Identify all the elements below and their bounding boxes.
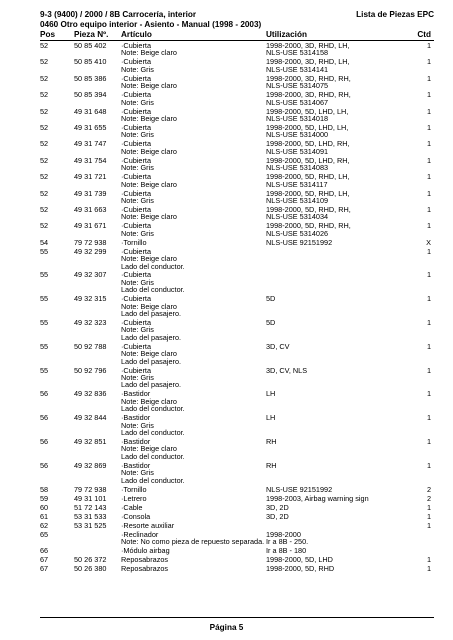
cell-usage: [266, 495, 369, 502]
cell-pos: 52: [40, 139, 49, 149]
cell-article: [121, 190, 154, 205]
cell-part-number: 49 32 836: [74, 389, 107, 399]
cell-article: [121, 438, 185, 460]
table-row: [40, 173, 434, 189]
article-note: Note: Beige claro: [121, 48, 177, 58]
cell-usage: [266, 124, 348, 139]
cell-pos: 52: [40, 204, 49, 214]
usage-line: 1998-2000, 5D, RHD, LH,: [266, 188, 350, 198]
table-row: [40, 343, 434, 367]
table-row: [40, 295, 434, 319]
article-note: Lado del pasajero.: [121, 332, 182, 342]
cell-pos: 52: [40, 57, 49, 67]
cell-pos: 52: [40, 188, 49, 198]
article-note: Note: Gris: [121, 163, 154, 173]
cell-article: [121, 495, 147, 502]
usage-line: 1998-2000, 5D, LHD: [266, 555, 333, 565]
cell-article: [121, 295, 181, 317]
cell-article: [121, 206, 177, 221]
page-number: Página 5: [209, 623, 244, 632]
cell-qty: 1: [426, 172, 431, 182]
cell-pos: 55: [40, 365, 49, 375]
table-row: [40, 206, 434, 222]
article-note: Note: Beige claro: [121, 444, 177, 454]
table-row: [40, 414, 434, 438]
cell-usage: [266, 91, 351, 106]
cell-article: [121, 531, 264, 546]
article-note: Note: Beige claro: [121, 349, 177, 359]
cell-part-number: 50 85 402: [74, 41, 107, 50]
cell-qty: 1: [426, 221, 431, 231]
cell-pos: 56: [40, 437, 49, 447]
article-name: ·Cubierta: [121, 365, 152, 375]
cell-qty: 1: [426, 365, 431, 375]
cell-part-number: 50 92 796: [74, 365, 107, 375]
usage-line: Ir a 8B - 180: [266, 546, 307, 556]
cell-part-number: 49 32 869: [74, 460, 107, 470]
article-note: Note: Beige claro: [121, 254, 177, 264]
cell-pos: 59: [40, 493, 49, 503]
cell-qty: X: [426, 237, 431, 247]
article-name: ·Bastidor: [121, 389, 151, 399]
cell-article: [121, 108, 177, 123]
usage-line: NLS-USE 5314083: [266, 163, 329, 173]
cell-pos: 52: [40, 90, 49, 100]
cell-qty: 1: [426, 294, 431, 304]
cell-qty: 2: [426, 484, 431, 494]
footer-rule: [40, 617, 434, 618]
cell-usage: [266, 58, 350, 73]
cell-usage: [266, 157, 350, 172]
article-name: ·Cubierta: [121, 106, 152, 116]
cell-pos: 55: [40, 246, 49, 256]
cell-part-number: 50 92 788: [74, 341, 107, 351]
article-note: Note: Beige claro: [121, 146, 177, 156]
cell-usage: [266, 390, 275, 397]
cell-pos: 56: [40, 460, 49, 470]
cell-part-number: 50 26 380: [74, 564, 107, 574]
article-name: ·Cubierta: [121, 270, 152, 280]
table-row: [40, 58, 434, 74]
column-header-pos: Pos: [40, 30, 56, 39]
usage-line: 3D, CV: [266, 341, 290, 351]
cell-part-number: 50 85 410: [74, 57, 107, 67]
article-note: Note: Gris: [121, 420, 154, 430]
article-note: Note: Beige claro: [121, 212, 177, 222]
cell-part-number: 49 31 101: [74, 493, 107, 503]
usage-line: NLS-USE 5314000: [266, 130, 329, 140]
cell-qty: 1: [426, 341, 431, 351]
article-note: Note: Gris: [121, 373, 154, 383]
usage-line: RH: [266, 437, 277, 447]
table-row: [40, 462, 434, 486]
table-row: [40, 140, 434, 156]
article-name: ·Cubierta: [121, 41, 152, 50]
article-note: Note: Gris: [121, 195, 154, 205]
cell-pos: 58: [40, 484, 49, 494]
article-name: ·Cubierta: [121, 155, 152, 165]
article-note: Note: Gris: [121, 97, 154, 107]
cell-qty: 1: [426, 73, 431, 83]
cell-part-number: 49 32 844: [74, 413, 107, 423]
cell-usage: [266, 295, 275, 302]
cell-part-number: 51 72 143: [74, 502, 107, 512]
cell-pos: 54: [40, 237, 49, 247]
cell-article: [121, 390, 185, 412]
article-name: ·Reclinador: [121, 529, 159, 539]
usage-line: 1998-2000, 3D, RHD, RH,: [266, 90, 351, 100]
cell-qty: 1: [426, 246, 431, 256]
usage-line: 1998-2000, 3D, RHD, RH,: [266, 73, 351, 83]
usage-line: 3D, 2D: [266, 511, 289, 521]
cell-qty: 1: [426, 122, 431, 132]
article-note: Note: Gris: [121, 468, 154, 478]
cell-part-number: 49 32 299: [74, 246, 107, 256]
cell-article: [121, 513, 150, 520]
table-row: [40, 531, 434, 547]
cell-qty: 1: [426, 502, 431, 512]
article-note: Lado del pasajero.: [121, 356, 182, 366]
usage-line: Ir a 8B - 250.: [266, 537, 309, 547]
cell-usage: [266, 108, 348, 123]
column-header-use: Utilización: [266, 30, 307, 39]
usage-line: LH: [266, 413, 276, 423]
usage-line: NLS-USE 5314117: [266, 179, 328, 189]
table-row: [40, 319, 434, 343]
usage-line: 5D: [266, 294, 276, 304]
cell-part-number: 53 31 533: [74, 511, 107, 521]
cell-part-number: 49 31 671: [74, 221, 107, 231]
cell-qty: 1: [426, 90, 431, 100]
cell-qty: 1: [426, 413, 431, 423]
article-note: Note: Gris: [121, 228, 154, 238]
cell-part-number: 53 31 525: [74, 520, 107, 530]
article-name: ·Cubierta: [121, 204, 152, 214]
parts-table: [40, 42, 434, 574]
usage-line: 5D: [266, 318, 276, 328]
cell-qty: 1: [426, 188, 431, 198]
cell-qty: 1: [426, 57, 431, 67]
usage-line: 1998-2000, 5D, LHD, LH,: [266, 122, 349, 132]
usage-line: 1998-2000, 3D, RHD, LH,: [266, 41, 350, 50]
usage-line: NLS-USE 92151992: [266, 484, 333, 494]
cell-article: [121, 91, 154, 106]
article-name: ·Cubierta: [121, 73, 152, 83]
cell-part-number: 49 32 307: [74, 270, 107, 280]
cell-pos: 52: [40, 41, 49, 50]
article-note: Note: No como pieza de repuesto separada.: [121, 537, 265, 547]
usage-line: 1998-2000, 5D, LHD, LH,: [266, 106, 349, 116]
article-name: ·Cubierta: [121, 172, 152, 182]
cell-part-number: 49 32 323: [74, 318, 107, 328]
article-note: Lado del conductor.: [121, 404, 185, 414]
article-note: Lado del pasajero.: [121, 309, 182, 319]
usage-line: NLS-USE 5314018: [266, 113, 329, 123]
cell-article: [121, 248, 185, 270]
article-name: ·Cubierta: [121, 122, 152, 132]
cell-article: [121, 462, 185, 484]
cell-pos: 67: [40, 564, 49, 574]
cell-article: [121, 58, 154, 73]
cell-qty: 1: [426, 155, 431, 165]
cell-part-number: 50 85 386: [74, 73, 107, 83]
cell-pos: 55: [40, 270, 49, 280]
article-name: Reposabrazos: [121, 564, 169, 574]
table-row: [40, 248, 434, 272]
article-name: ·Cubierta: [121, 90, 152, 100]
article-note: Note: Gris: [121, 130, 154, 140]
cell-pos: 56: [40, 389, 49, 399]
cell-qty: 1: [426, 389, 431, 399]
usage-line: NLS-USE 92151992: [266, 237, 333, 247]
article-name: ·Cubierta: [121, 139, 152, 149]
article-note: Note: Beige claro: [121, 301, 177, 311]
usage-line: NLS-USE 5314067: [266, 97, 329, 107]
table-row: [40, 271, 434, 295]
cell-part-number: 49 31 754: [74, 155, 107, 165]
cell-usage: [266, 531, 308, 546]
cell-pos: 55: [40, 341, 49, 351]
article-name: ·Tornillo: [121, 484, 147, 494]
usage-line: LH: [266, 389, 276, 399]
cell-pos: 60: [40, 502, 49, 512]
table-row: [40, 124, 434, 140]
article-name: ·Bastidor: [121, 460, 151, 470]
cell-pos: 65: [40, 529, 49, 539]
table-row: [40, 42, 434, 58]
cell-article: [121, 157, 154, 172]
usage-line: NLS-USE 5314091: [266, 146, 329, 156]
table-row: [40, 522, 434, 531]
cell-article: [121, 547, 170, 554]
usage-line: 1998-2000, 3D, RHD, LH,: [266, 57, 350, 67]
cell-article: [121, 42, 177, 57]
cell-part-number: 49 32 315: [74, 294, 107, 304]
cell-usage: [266, 462, 277, 469]
cell-article: [121, 367, 181, 389]
cell-pos: 52: [40, 73, 49, 83]
article-name: ·Cable: [121, 502, 143, 512]
article-name: ·Cubierta: [121, 294, 152, 304]
cell-qty: 1: [426, 564, 431, 574]
cell-part-number: 49 32 851: [74, 437, 107, 447]
cell-pos: 67: [40, 555, 49, 565]
cell-usage: [266, 556, 333, 563]
document-title: Lista de Piezas EPC: [356, 10, 434, 19]
usage-line: 1998-2000, 5D, RHD, LH,: [266, 172, 350, 182]
cell-article: [121, 556, 168, 563]
cell-usage: [266, 222, 351, 237]
cell-usage: [266, 75, 351, 90]
cell-pos: 52: [40, 221, 49, 231]
table-row: [40, 390, 434, 414]
cell-qty: 1: [426, 511, 431, 521]
cell-part-number: 49 31 747: [74, 139, 107, 149]
cell-qty: 1: [426, 555, 431, 565]
column-header-row: [40, 30, 434, 40]
cell-pos: 52: [40, 172, 49, 182]
article-name: ·Cubierta: [121, 246, 152, 256]
cell-part-number: 49 31 721: [74, 172, 107, 182]
article-note: Lado del pasajero.: [121, 380, 182, 390]
table-row: [40, 91, 434, 107]
usage-line: 1998-2000, 5D, LHD, RH,: [266, 139, 350, 149]
article-note: Lado del conductor.: [121, 261, 185, 271]
cell-usage: [266, 547, 306, 554]
cell-usage: [266, 486, 332, 493]
cell-part-number: 49 31 663: [74, 204, 107, 214]
cell-article: [121, 271, 185, 293]
article-note: Note: Gris: [121, 325, 154, 335]
cell-qty: 1: [426, 204, 431, 214]
cell-article: [121, 75, 177, 90]
cell-usage: [266, 42, 350, 57]
article-note: Note: Gris: [121, 277, 154, 287]
cell-part-number: 50 85 394: [74, 90, 107, 100]
cell-pos: 66: [40, 546, 49, 556]
header-group-line: 0460 Otro equipo interior - Asiento - Manual (1998 - 2003): [40, 20, 262, 29]
article-note: Note: Beige claro: [121, 396, 177, 406]
usage-line: NLS-USE 5314034: [266, 212, 329, 222]
article-note: Lado del conductor.: [121, 451, 185, 461]
column-header-part: Pieza Nº.: [74, 30, 109, 39]
cell-usage: [266, 319, 275, 326]
cell-pos: 55: [40, 318, 49, 328]
cell-article: [121, 124, 154, 139]
usage-line: NLS-USE 5314158: [266, 48, 329, 58]
usage-line: 1998-2000, 5D, RHD: [266, 564, 335, 574]
article-name: ·Cubierta: [121, 318, 152, 328]
usage-line: NLS-USE 5314026: [266, 228, 329, 238]
cell-usage: [266, 239, 332, 246]
usage-line: NLS-USE 5314141: [266, 64, 329, 74]
table-row: [40, 222, 434, 238]
cell-usage: [266, 140, 350, 155]
cell-part-number: 49 31 648: [74, 106, 107, 116]
table-row: [40, 190, 434, 206]
cell-article: [121, 504, 143, 511]
cell-qty: 1: [426, 106, 431, 116]
cell-pos: 52: [40, 122, 49, 132]
cell-usage: [266, 190, 350, 205]
article-note: Lado del conductor.: [121, 285, 185, 295]
article-name: ·Cubierta: [121, 221, 152, 231]
cell-part-number: 79 72 938: [74, 484, 107, 494]
table-row: [40, 367, 434, 391]
article-note: Lado del conductor.: [121, 475, 185, 485]
cell-usage: [266, 438, 277, 445]
cell-usage: [266, 367, 307, 374]
article-name: ·Cubierta: [121, 188, 152, 198]
cell-usage: [266, 414, 275, 421]
usage-line: 1998-2000: [266, 529, 301, 539]
cell-article: [121, 565, 168, 572]
cell-usage: [266, 513, 289, 520]
column-header-qty: Ctd: [417, 30, 431, 39]
table-row: [40, 157, 434, 173]
cell-qty: 1: [426, 139, 431, 149]
cell-pos: 56: [40, 413, 49, 423]
cell-usage: [266, 173, 350, 188]
usage-line: RH: [266, 460, 277, 470]
cell-article: [121, 414, 185, 436]
cell-article: [121, 319, 181, 341]
usage-line: NLS-USE 5314109: [266, 195, 329, 205]
cell-qty: 1: [426, 270, 431, 280]
table-row: [40, 108, 434, 124]
article-name: ·Tornillo: [121, 237, 147, 247]
article-name: ·Letrero: [121, 493, 147, 503]
usage-line: 3D, CV, NLS: [266, 365, 308, 375]
cell-article: [121, 140, 177, 155]
usage-line: 1998-2000, 5D, RHD, RH,: [266, 221, 351, 231]
article-name: ·Consola: [121, 511, 151, 521]
cell-part-number: 50 26 372: [74, 555, 107, 565]
cell-article: [121, 486, 147, 493]
cell-qty: 1: [426, 318, 431, 328]
cell-pos: 52: [40, 155, 49, 165]
usage-line: 1998-2003, Airbag warning sign: [266, 493, 369, 503]
article-name: ·Bastidor: [121, 413, 151, 423]
cell-article: [121, 239, 147, 246]
cell-qty: 1: [426, 41, 431, 50]
cell-part-number: 49 31 739: [74, 188, 107, 198]
cell-qty: 2: [426, 493, 431, 503]
usage-line: NLS-USE 5314075: [266, 81, 329, 91]
column-header-article: Artículo: [121, 30, 152, 39]
table-row: [40, 75, 434, 91]
usage-line: 3D, 2D: [266, 502, 289, 512]
header-vehicle-line: 9-3 (9400) / 2000 / 8B Carrocería, interior: [40, 10, 197, 19]
cell-pos: 62: [40, 520, 49, 530]
article-note: Note: Gris: [121, 64, 154, 74]
cell-article: [121, 173, 177, 188]
article-note: Lado del conductor.: [121, 428, 185, 438]
cell-pos: 61: [40, 511, 49, 521]
article-note: Note: Beige claro: [121, 113, 177, 123]
cell-part-number: 49 31 655: [74, 122, 107, 132]
cell-usage: [266, 565, 334, 572]
article-name: ·Bastidor: [121, 437, 151, 447]
cell-part-number: 79 72 938: [74, 237, 107, 247]
cell-qty: 1: [426, 520, 431, 530]
cell-usage: [266, 343, 290, 350]
cell-pos: 55: [40, 294, 49, 304]
cell-pos: 52: [40, 106, 49, 116]
usage-line: 1998-2000, 5D, LHD, RH,: [266, 155, 350, 165]
cell-qty: 1: [426, 460, 431, 470]
article-name: ·Resorte auxiliar: [121, 520, 175, 530]
article-name: ·Cubierta: [121, 341, 152, 351]
article-name: ·Cubierta: [121, 57, 152, 67]
article-note: Note: Beige claro: [121, 179, 177, 189]
usage-line: 1998-2000, 5D, RHD, RH,: [266, 204, 351, 214]
table-row: [40, 438, 434, 462]
cell-qty: 1: [426, 437, 431, 447]
cell-article: [121, 222, 154, 237]
cell-article: [121, 343, 181, 365]
table-row: [40, 565, 434, 574]
article-note: Note: Beige claro: [121, 81, 177, 91]
cell-usage: [266, 206, 351, 221]
cell-usage: [266, 504, 289, 511]
article-name: Reposabrazos: [121, 555, 169, 565]
cell-article: [121, 522, 174, 529]
article-name: ·Módulo airbag: [121, 546, 170, 556]
